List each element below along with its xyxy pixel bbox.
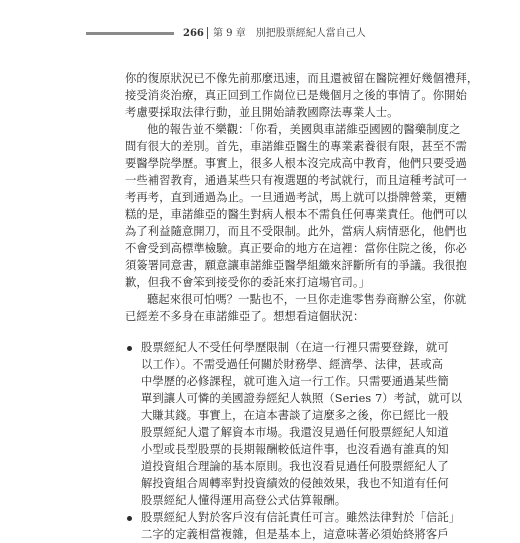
bullet-line xyxy=(125,339,449,356)
text-span: 大賺其錢。事實上，在這本書談了這麼多之後，你已經比一般 xyxy=(141,409,449,422)
text-line: 考慮要採取法律行動，並且開始請教國際法專業人士。 xyxy=(125,106,399,119)
text-line: 聽起來很可怕嗎？一點也不，一旦你走進零售券商辦公室，你就 xyxy=(147,293,467,306)
text-line: 要醫學院學歷。事實上，很多人根本沒完成高中教育，他們只要受過 xyxy=(125,157,467,170)
paragraph-3 xyxy=(125,291,467,325)
text-line: 你的復原狀況已不像先前那麼迅速，而且還被留在醫院裡好幾個禮拜， xyxy=(125,72,479,85)
page-header xyxy=(64,26,456,42)
text-span: 股票經紀人還了解資本市場。我還沒見過任何股票經紀人知道 xyxy=(141,426,449,439)
header-separator xyxy=(207,27,208,39)
text-line: 已經差不多身在車諾維亞了。想想看這個狀況： xyxy=(125,310,365,323)
text-line: 他的報告並不樂觀：「你看，美國與車諾維亞國國的醫藥制度之 xyxy=(147,123,461,136)
bullet-line xyxy=(125,441,449,458)
bullet-icon xyxy=(127,346,132,351)
section-gap xyxy=(125,325,415,339)
text-span: 單到讓人可憐的美國證券經紀人執照（Series 7）考試，就可以 xyxy=(141,392,463,405)
bullet-line xyxy=(125,492,415,509)
bullet-line xyxy=(125,509,461,526)
text-span: 二字的定義相當複雜，但是基本上，這意味著必須始終將客戶 xyxy=(141,528,449,541)
bullet-line xyxy=(125,458,449,475)
text-line: 須簽署同意書，願意讓車諾維亞醫學組織來評斷所有的爭議。我很抱 xyxy=(125,259,467,272)
bullet-line xyxy=(125,475,449,492)
text-line: 間有很大的差別。首先，車諾維亞醫生的專業素養很有限，甚至不需 xyxy=(125,140,467,153)
bullet-line xyxy=(125,390,463,407)
page-number: 266 xyxy=(183,28,204,39)
text-span: 解投資組合周轉率對投資績效的侵蝕效果，我也不知道有任何 xyxy=(141,477,449,490)
paragraph-1 xyxy=(125,70,479,121)
text-line: 糕的是，車諾維亞的醫生對病人根本不需負任何專業責任。他們可以 xyxy=(125,208,467,221)
text-line: 考再考，直到通過為止。一旦通過考試，馬上就可以掛牌營業，更糟 xyxy=(125,191,467,204)
bullet-line xyxy=(125,407,449,424)
text-line: 一些補習教育，通過某些只有複選題的考試就行，而且這種考試可一 xyxy=(125,174,467,187)
text-line: 歉，但我不會笨到接受你的委託來打這場官司。」 xyxy=(125,276,371,289)
text-span: 小型或長型股票的長期報酬較低這件事，也沒看過有誰真的知 xyxy=(141,443,449,456)
text-line: 為了利益隨意開刀，而且不受限制。此外，當病人病情惡化，他們也 xyxy=(125,225,467,238)
text-line: 不會受到高標準檢驗。真正要命的地方在這裡：當你住院之後，你必 xyxy=(125,242,467,255)
chapter-title: 第 9 章 別把股票經紀人當自己人 xyxy=(213,28,366,39)
bullet-line xyxy=(125,373,449,390)
text-line: 接受消炎治療，真正回到工作崗位已是幾個月之後的事情了。你開始 xyxy=(125,89,467,102)
text-span: 中學歷的必修課程，就可進入這一行工作。只需要通過某些簡 xyxy=(141,375,449,388)
bullet-item-1 xyxy=(125,339,463,509)
paragraph-2 xyxy=(125,121,467,291)
text-span: 道投資組合理論的基本原則。我也沒看見過任何股票經紀人了 xyxy=(141,460,449,473)
text-span: 股票經紀人不受任何學歷限制（在這一行裡只需要登錄，就可 xyxy=(141,341,449,354)
bullet-item-2 xyxy=(125,509,461,543)
bullet-line xyxy=(125,356,444,373)
page-body xyxy=(125,70,479,543)
bullet-icon xyxy=(127,516,132,521)
text-span: 以工作）。不需受過任何關於財務學、經濟學、法律，甚或高 xyxy=(141,358,444,371)
text-span: 股票經紀人懂得運用高登公式估算報酬。 xyxy=(141,494,347,507)
text-span: 股票經紀人對於客戶沒有信託責任可言。雖然法律對於「信託」 xyxy=(141,511,461,524)
bullet-line xyxy=(125,424,449,441)
header-rule xyxy=(86,32,174,35)
bullet-line xyxy=(125,526,449,543)
